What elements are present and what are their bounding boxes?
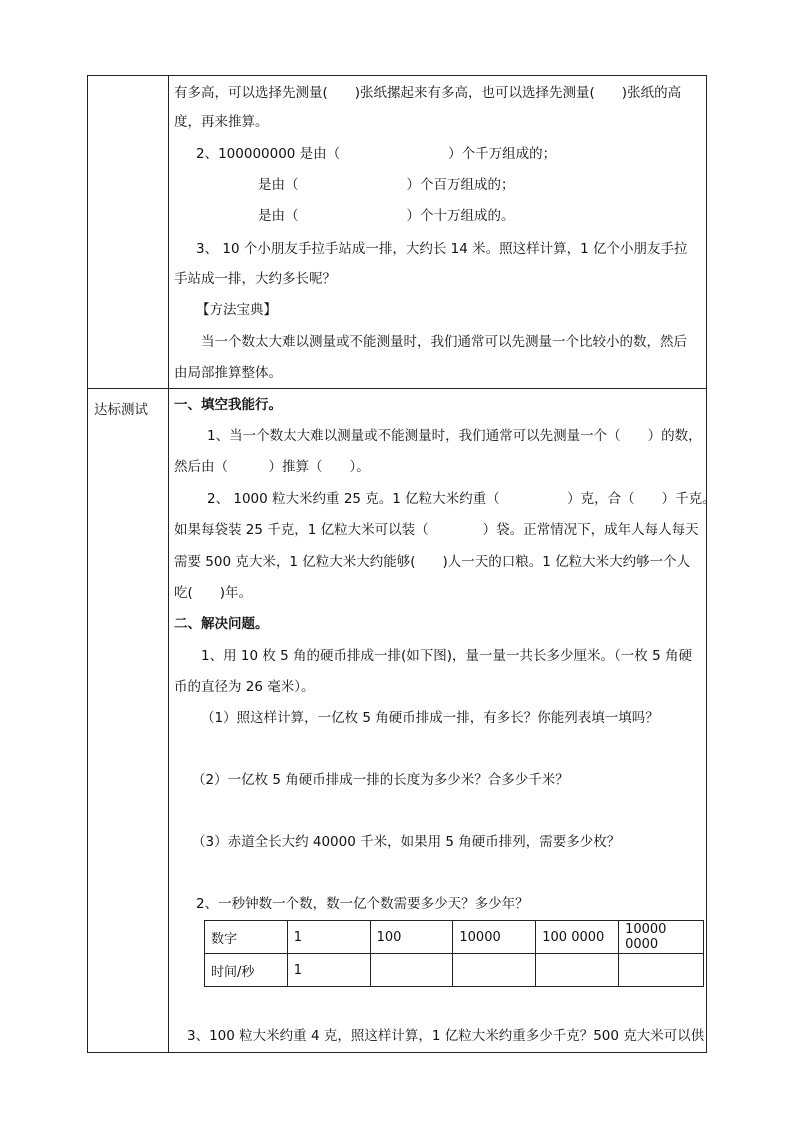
table-cell: 数字	[205, 921, 288, 954]
table-cell: 100 0000	[536, 921, 619, 954]
fill-question-2-line-1: 2、 1000 粒大米约重 25 克。1 亿粒大米约重（ ）克，合（ ）千克。	[207, 491, 716, 507]
question-2-line-3: 是由（ ）个十万组成的。	[258, 208, 515, 224]
counting-table	[204, 920, 704, 987]
question-3-line-2: 手站成一排，大约多长呢？	[174, 271, 336, 287]
table-cell	[619, 954, 704, 987]
question-2-line-2: 是由（ ）个百万组成的；	[258, 177, 515, 193]
table-row	[205, 954, 704, 987]
solve-question-2: 2、一秒钟数一个数，数一亿个数需要多少天？多少年？	[196, 896, 529, 912]
row-divider	[88, 388, 706, 389]
table-cell: 1	[287, 954, 370, 987]
solve-question-1-sub-3: （3）赤道全长大约 40000 千米，如果用 5 角硬币排列，需要多少枚？	[192, 834, 621, 850]
table-cell: 1	[287, 921, 370, 954]
fill-question-2-line-3: 需要 500 克大米，1 亿粒大米大约能够( )人一天的口粮。1 亿粒大米大约够一个人	[174, 554, 691, 570]
section-2-heading: 二、解决问题。	[174, 616, 269, 632]
table-row	[205, 921, 704, 954]
table-cell: 时间/秒	[205, 954, 288, 987]
intro-line-1: 有多高，可以选择先测量( )张纸摞起来有多高，也可以选择先测量( )张纸的高	[174, 85, 682, 101]
fill-question-2-line-4: 吃( )年。	[174, 585, 253, 601]
solve-question-1-line-2: 币的直径为 26 毫米）。	[174, 679, 315, 695]
fill-question-2-line-2: 如果每袋装 25 千克，1 亿粒大米可以装（ ）袋。正常情况下，成年人每人每天	[174, 522, 699, 538]
solve-question-3: 3、100 粒大米约重 4 克，照这样计算，1 亿粒大米约重多少千克？500 克大米可以供	[187, 1028, 705, 1044]
solve-question-1-line-1: 1、用 10 枚 5 角的硬币排成一排(如下图)，量一量一共长多少厘米。（一枚 5 角硬	[201, 648, 692, 664]
solve-question-1-sub-2: （2）一亿枚 5 角硬币排成一排的长度为多少米？合多少千米？	[192, 772, 569, 788]
fill-question-1-line-1: 1、当一个数太大难以测量或不能测量时，我们通常可以先测量一个（ ）的数，	[207, 428, 702, 444]
column-divider	[168, 76, 169, 1052]
table-cell	[453, 954, 536, 987]
method-title: 【方法宝典】	[196, 302, 277, 318]
table-cell: 100	[370, 921, 453, 954]
side-label-standard-test: 达标测试	[94, 402, 148, 418]
table-cell: 10000 0000	[619, 921, 704, 954]
intro-line-2: 度，再来推算。	[174, 114, 269, 130]
table-cell	[370, 954, 453, 987]
section-1-heading: 一、填空我能行。	[174, 397, 282, 413]
question-3-line-1: 3、 10 个小朋友手拉手站成一排，大约长 14 米。照这样计算，1 亿个小朋友手拉	[196, 241, 688, 257]
method-line-2: 由局部推算整体。	[174, 365, 282, 381]
table-cell	[536, 954, 619, 987]
question-2-line-1: 2、100000000 是由（ ）个千万组成的；	[196, 146, 557, 162]
method-line-1: 当一个数太大难以测量或不能测量时，我们通常可以先测量一个比较小的数，然后	[201, 334, 687, 350]
fill-question-1-line-2: 然后由（ ）推算（ ）。	[174, 459, 370, 475]
table-cell: 10000	[453, 921, 536, 954]
solve-question-1-sub-1: （1）照这样计算，一亿枚 5 角硬币排成一排，有多长？你能列表填一填吗？	[201, 710, 659, 726]
